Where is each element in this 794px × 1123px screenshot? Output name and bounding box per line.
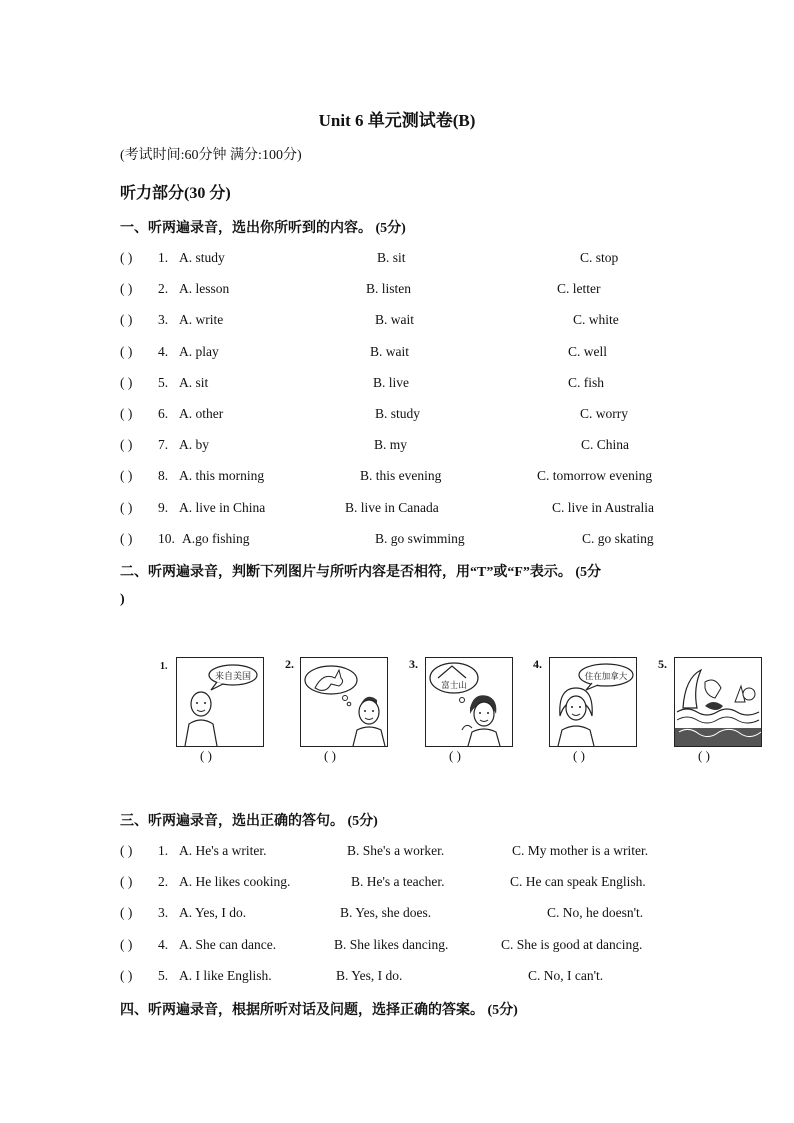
picture-5-label: 5. [658, 657, 667, 671]
option-b: B. this evening [360, 468, 442, 484]
option-b: B. Yes, she does. [340, 905, 432, 921]
option-c: C. tomorrow evening [537, 468, 653, 484]
question-number: 1. [158, 250, 169, 265]
option-c: C. live in Australia [552, 499, 654, 515]
question-row [120, 312, 680, 332]
picture-1 [176, 657, 264, 747]
picture-1-label: 1. [160, 661, 168, 672]
question-row [120, 468, 680, 488]
picture-3-label: 3. [409, 657, 418, 671]
option-b: B. my [374, 437, 408, 453]
option-a: A. play [179, 343, 219, 359]
question-number: 4. [158, 343, 169, 359]
exam-info: (考试时间:60分钟 满分:100分) [120, 148, 302, 163]
answer-blank[interactable]: ( ) [120, 468, 133, 484]
option-a: A. She can dance. [179, 936, 277, 952]
option-a: A. sit [179, 374, 209, 390]
picture-4 [549, 657, 637, 747]
option-a: A. by [179, 437, 209, 453]
question-number: 9. [158, 499, 169, 515]
question-row [120, 250, 680, 270]
picture-1-answer[interactable]: ( ) [200, 748, 212, 763]
option-a: A. He's a writer. [179, 843, 267, 858]
boy-icon [177, 658, 263, 746]
option-c: C. fish [568, 374, 605, 390]
question-row [120, 874, 680, 894]
question-number: 5. [158, 967, 169, 983]
picture-2-label: 2. [285, 657, 294, 671]
section-2-heading-tail: ) [120, 592, 125, 607]
picture-5 [674, 657, 762, 747]
answer-blank[interactable]: ( ) [120, 406, 133, 421]
section-3-heading: 三、听两遍录音，选出正确的答句。 (5分) [120, 814, 378, 829]
option-c: C. No, he doesn't. [547, 905, 644, 921]
option-c: C. No, I can't. [528, 967, 604, 983]
section-1-heading: 一、听两遍录音，选出你所听到的内容。 (5分) [120, 221, 406, 236]
answer-blank[interactable]: ( ) [120, 437, 133, 453]
option-b: B. go swimming [375, 530, 465, 546]
question-number: 3. [158, 312, 169, 328]
kangaroo-thought-icon [301, 658, 387, 746]
option-a: A. write [179, 312, 224, 328]
option-c: C. He can speak English. [510, 874, 646, 890]
question-number: 2. [158, 874, 169, 890]
picture-4-label: 4. [533, 657, 542, 671]
question-number: 3. [158, 905, 169, 921]
question-row [120, 968, 680, 988]
picture-4-answer[interactable]: ( ) [573, 748, 585, 763]
answer-blank[interactable]: ( ) [120, 312, 133, 328]
option-c: C. My mother is a writer. [512, 843, 649, 858]
option-c: C. She is good at dancing. [501, 936, 643, 952]
question-row [120, 406, 680, 426]
option-c: C. stop [580, 250, 619, 265]
option-c: C. China [581, 437, 630, 453]
option-b: B. study [375, 406, 421, 421]
question-number: 6. [158, 406, 169, 421]
question-number: 1. [158, 843, 169, 858]
page-title: Unit 6 单元测试卷(B) [318, 111, 476, 130]
option-a: A. other [179, 406, 224, 421]
question-number: 4. [158, 936, 169, 952]
question-row [120, 937, 680, 957]
answer-blank[interactable]: ( ) [120, 343, 133, 359]
option-a: A.go fishing [182, 530, 250, 546]
answer-blank[interactable]: ( ) [120, 499, 133, 515]
picture-3 [425, 657, 513, 747]
answer-blank[interactable]: ( ) [120, 936, 133, 952]
picture-2 [300, 657, 388, 747]
option-a: A. lesson [179, 281, 230, 297]
question-row [120, 843, 680, 863]
option-a: A. He likes cooking. [179, 874, 291, 890]
question-number: 7. [158, 437, 169, 453]
answer-blank[interactable]: ( ) [120, 905, 133, 921]
question-row [120, 281, 680, 301]
option-c: C. well [568, 343, 607, 359]
option-c: C. white [573, 312, 619, 328]
question-row [120, 905, 680, 925]
picture-3-answer[interactable]: ( ) [449, 748, 461, 763]
option-a: A. live in China [179, 499, 266, 515]
option-b: B. She likes dancing. [334, 936, 449, 952]
picture-4-bubble: 住在加拿大 [584, 672, 628, 682]
option-b: B. Yes, I do. [336, 967, 403, 983]
section-2-heading: 二、听两遍录音，判断下列图片与所听内容是否相符，用“T”或“F”表示。 (5分 [120, 565, 602, 580]
option-c: C. go skating [582, 530, 654, 546]
question-row [120, 531, 680, 551]
option-b: B. wait [370, 343, 409, 359]
option-b: B. live in Canada [345, 499, 439, 515]
option-b: B. sit [377, 250, 406, 265]
answer-blank[interactable]: ( ) [120, 530, 133, 546]
option-b: B. She's a worker. [347, 843, 445, 858]
part-heading: 听力部分(30 分) [120, 185, 231, 202]
question-row [120, 375, 680, 395]
answer-blank[interactable]: ( ) [120, 843, 133, 858]
question-row [120, 500, 680, 520]
option-b: B. He's a teacher. [351, 874, 445, 890]
woman-icon [550, 658, 636, 746]
picture-3-bubble: 富士山 [441, 681, 467, 691]
picture-2-answer[interactable]: ( ) [324, 748, 336, 763]
answer-blank[interactable]: ( ) [120, 281, 133, 297]
option-c: C. worry [580, 406, 628, 421]
option-c: C. letter [557, 281, 601, 297]
option-a: A. Yes, I do. [179, 905, 247, 921]
option-b: B. wait [375, 312, 414, 328]
girl-mountain-icon [426, 658, 512, 746]
picture-1-bubble: 来自美国 [214, 672, 252, 682]
answer-blank[interactable]: ( ) [120, 374, 133, 390]
question-number: 5. [158, 374, 169, 390]
picture-5-answer[interactable]: ( ) [698, 748, 710, 763]
question-number: 10. [158, 530, 175, 546]
question-row [120, 344, 680, 364]
answer-blank[interactable]: ( ) [120, 874, 133, 890]
answer-blank[interactable]: ( ) [120, 967, 133, 983]
option-b: B. listen [366, 281, 412, 297]
option-a: A. study [179, 250, 225, 265]
answer-blank[interactable]: ( ) [120, 250, 133, 265]
option-b: B. live [373, 374, 409, 390]
option-a: A. I like English. [179, 967, 272, 983]
question-number: 2. [158, 281, 169, 297]
option-a: A. this morning [179, 468, 265, 484]
question-number: 8. [158, 468, 169, 484]
question-row [120, 437, 680, 457]
section-4-heading: 四、听两遍录音，根据所听对话及问题，选择正确的答案。 (5分) [120, 1003, 518, 1018]
opera-house-icon [675, 658, 761, 746]
